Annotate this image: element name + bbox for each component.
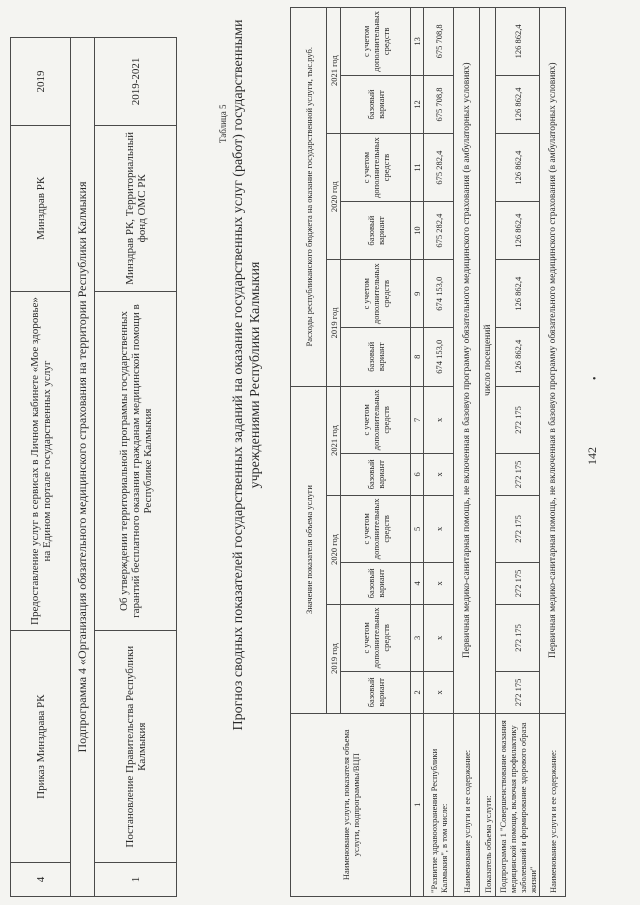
table-row xyxy=(11,38,71,897)
scan-mark: • xyxy=(590,376,601,380)
header-volume: Значение показателя объема услуги xyxy=(291,386,327,713)
cell-value: х xyxy=(424,563,454,604)
executor: Минздрав РК xyxy=(11,125,71,291)
cell-value: 126 862,4 xyxy=(496,8,540,76)
cell-value: 272 175 xyxy=(496,604,540,672)
table-4-continuation xyxy=(10,37,177,897)
doc-type: Приказ Минздрава РК xyxy=(11,631,71,863)
year: 2019-2021 xyxy=(95,38,177,126)
cell-value: 126 862,4 xyxy=(496,328,540,386)
row-name: Наименование услуги и ее содержание: xyxy=(540,713,566,896)
cell-value: 272 175 xyxy=(496,495,540,563)
executor: Минздрав РК, Территориальный фонд ОМС РК xyxy=(95,125,177,291)
cell-value: 126 862,4 xyxy=(496,260,540,328)
doc-description: Об утверждении территориальной программы государственных гарантий бесплатного оказания гражданам медицинской помощи в Республике Калмыкия xyxy=(95,291,177,631)
service-description: Первичная медико-санитарная помощь, не включенная в базовую программу обязательного медицинского страхования (в амбулаторных условиях) xyxy=(540,8,566,714)
header-budget: Расходы республиканского бюджета на оказание государственной услуги, тыс.руб. xyxy=(291,8,327,387)
header-extra: с учетом дополнительных средств xyxy=(341,495,411,563)
cell-value: 674 153,0 xyxy=(424,260,454,328)
header-base: базовый вариант xyxy=(341,328,411,386)
table-row xyxy=(424,8,454,897)
header-name: Наименование услуги, показателя объема услуги, подпрограммы/ВЦП xyxy=(291,713,411,896)
column-number: 3 xyxy=(411,604,424,672)
header-year: 2020 год xyxy=(327,134,341,260)
doc-type: Постановление Правительства Республики Калмыкия xyxy=(95,631,177,863)
header-extra: с учетом дополнительных средств xyxy=(341,604,411,672)
header-extra: с учетом дополнительных средств xyxy=(341,260,411,328)
year: 2019 xyxy=(11,38,71,126)
column-number: 12 xyxy=(411,75,424,133)
cell-value: 674 153,0 xyxy=(424,328,454,386)
column-number: 13 xyxy=(411,8,424,76)
subprogram-heading: Подпрограмма 4 «Организация обязательного медицинского страхования на территории Республики Калмыкия xyxy=(71,38,95,897)
row-number: 1 xyxy=(95,863,177,897)
header-base: базовый вариант xyxy=(341,454,411,495)
cell-value: х xyxy=(424,386,454,454)
table-row xyxy=(540,8,566,897)
column-number: 2 xyxy=(411,672,424,713)
cell-value: х xyxy=(424,454,454,495)
cell-value: 272 175 xyxy=(496,672,540,713)
indicator-description: число посещений xyxy=(480,8,496,714)
column-number: 11 xyxy=(411,134,424,202)
header-base: базовый вариант xyxy=(341,75,411,133)
table-row xyxy=(71,38,95,897)
cell-value: 126 862,4 xyxy=(496,75,540,133)
table-row xyxy=(454,8,480,897)
header-year: 2021 год xyxy=(327,386,341,495)
header-year: 2021 год xyxy=(327,8,341,134)
header-year: 2019 год xyxy=(327,260,341,386)
header-year: 2019 год xyxy=(327,604,341,713)
table-row xyxy=(480,8,496,897)
row-name: "Развитие здравоохранения Республики Калмыкия", в том числе: xyxy=(424,713,454,896)
table-row xyxy=(496,8,540,897)
cell-value: 272 175 xyxy=(496,386,540,454)
service-description: Первичная медико-санитарная помощь, не включенная в базовую программу обязательного медицинского страхования (в амбулаторных условиях) xyxy=(454,8,480,714)
doc-description: Предоставление услуг в сервисах в Личном кабинете «Мое здоровье» на Едином портале государственных услуг xyxy=(11,291,71,631)
cell-value: 126 862,4 xyxy=(496,134,540,202)
cell-value: 272 175 xyxy=(496,563,540,604)
table-5 xyxy=(290,7,566,897)
header-base: базовый вариант xyxy=(341,563,411,604)
cell-value: 675 282,4 xyxy=(424,201,454,259)
cell-value: 675 708,8 xyxy=(424,75,454,133)
column-number: 4 xyxy=(411,563,424,604)
column-number: 6 xyxy=(411,454,424,495)
column-number: 10 xyxy=(411,201,424,259)
cell-value: 675 282,4 xyxy=(424,134,454,202)
column-number: 7 xyxy=(411,386,424,454)
header-base: базовый вариант xyxy=(341,672,411,713)
table-row xyxy=(95,38,177,897)
table-label: Таблица 5 xyxy=(218,104,228,143)
column-number: 9 xyxy=(411,260,424,328)
cell-value: 675 708,8 xyxy=(424,8,454,76)
cell-value: х xyxy=(424,604,454,672)
column-number: 5 xyxy=(411,495,424,563)
row-name: Подпрограмма 1 "Совершенствование оказания медицинской помощи, включая профилактику заболеваний и формирование здорового образа жизни" xyxy=(496,713,540,896)
page-title: Прогноз сводных показателей государственных заданий на оказание государственных услуг (работ) государственными учреждениями Республики Калмыкия xyxy=(231,19,263,731)
header-base: базовый вариант xyxy=(341,201,411,259)
row-name: Показатель объема услуги: xyxy=(480,713,496,896)
column-number: 8 xyxy=(411,328,424,386)
column-number: 1 xyxy=(411,713,424,896)
header-extra: с учетом дополнительных средств xyxy=(341,386,411,454)
row-name: Наименование услуги и ее содержание: xyxy=(454,713,480,896)
column-number-row xyxy=(411,8,424,897)
cell-value: 126 862,4 xyxy=(496,201,540,259)
header-extra: с учетом дополнительных средств xyxy=(341,8,411,76)
header-year: 2020 год xyxy=(327,495,341,604)
cell-value: х xyxy=(424,672,454,713)
cell-value: 272 175 xyxy=(496,454,540,495)
header-extra: с учетом дополнительных средств xyxy=(341,134,411,202)
page-number: 142 xyxy=(585,447,599,465)
table-header-row xyxy=(291,8,327,897)
row-number: 4 xyxy=(11,863,71,897)
cell-value: х xyxy=(424,495,454,563)
